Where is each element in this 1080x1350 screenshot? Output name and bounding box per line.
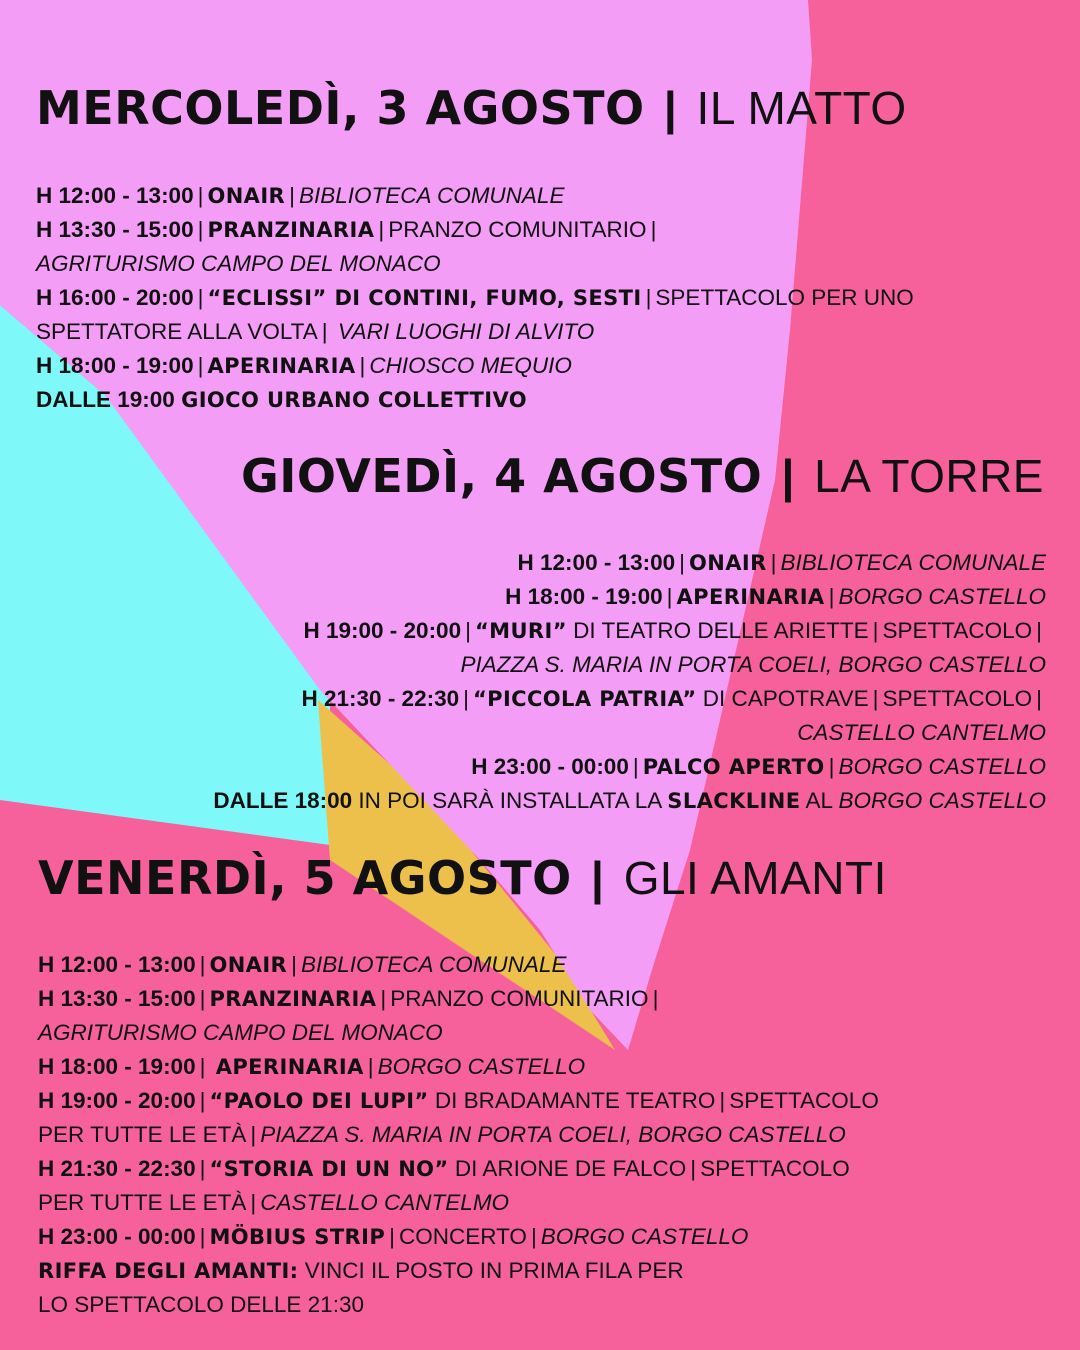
event-line — [38, 1254, 879, 1288]
event-line: H 23:00 - 00:00 | MÖBIUS STRIP | CONCERTO | BORGO CASTELLO — [38, 1224, 749, 1249]
event-line: PER TUTTE LE ETÀ | PIAZZA S. MARIA IN PORTA COELI, BORGO CASTELLO — [38, 1122, 846, 1147]
event-time: H 13:30 - 15:00 — [38, 986, 196, 1011]
day-header-friday — [38, 850, 887, 906]
event-line: H 19:00 - 20:00 | “MURI” DI TEATRO DELLE ARIETTE | SPETTACOLO | — [303, 618, 1042, 643]
event-description: PER TUTTE LE ETÀ — [38, 1190, 247, 1215]
event-line — [213, 784, 1046, 818]
event-text: LO SPETTACOLO DELLE 21:30 — [38, 1292, 364, 1317]
day-date: VENERDÌ, 5 AGOSTO — [38, 851, 572, 905]
event-name: APERINARIA — [676, 585, 825, 609]
event-place: BIBLIOTECA COMUNALE — [300, 952, 567, 977]
event-text: VINCI IL POSTO IN PRIMA FILA PER — [304, 1258, 684, 1283]
day-separator: | — [663, 82, 678, 134]
event-time: DALLE 18:00 — [213, 788, 353, 813]
event-author: DI TEATRO DELLE ARIETTE — [573, 618, 869, 643]
event-line: H 19:00 - 20:00 | “PAOLO DEI LUPI” DI BRADAMANTE TEATRO | SPETTACOLO — [38, 1088, 879, 1113]
event-time: DALLE 19:00 — [36, 387, 175, 412]
event-place: PIAZZA S. MARIA IN PORTA COELI, BORGO CASTELLO — [460, 652, 1046, 677]
event-author: DI CAPOTRAVE — [702, 686, 869, 711]
day-theme: IL MATTO — [696, 82, 907, 134]
event-description: CONCERTO — [399, 1224, 527, 1249]
day-separator: | — [591, 852, 605, 904]
event-line: H 21:30 - 22:30 | “STORIA DI UN NO” DI ARIONE DE FALCO | SPETTACOLO — [38, 1156, 850, 1181]
event-line: SPETTATORE ALLA VOLTA | VARI LUOGHI DI ALVITO — [36, 319, 595, 344]
event-time: H 18:00 - 19:00 — [36, 353, 194, 378]
event-text: IN POI SARÀ INSTALLATA LA — [358, 788, 662, 813]
event-line: H 13:30 - 15:00 | PRANZINARIA | PRANZO COMUNITARIO | — [38, 986, 659, 1011]
event-name: APERINARIA — [215, 1055, 364, 1079]
event-description: SPETTACOLO PER UNO — [655, 285, 914, 310]
event-description: PRANZO COMUNITARIO — [388, 217, 647, 242]
event-description: SPETTACOLO — [729, 1088, 879, 1113]
day-header-thursday — [241, 448, 1044, 504]
event-description: SPETTATORE ALLA VOLTA — [36, 319, 318, 344]
event-line: H 18:00 - 19:00 | APERINARIA | CHIOSCO MEQUIO — [36, 353, 572, 378]
event-description: SPETTACOLO — [882, 618, 1033, 643]
event-list-friday — [38, 948, 879, 1322]
event-place: CASTELLO CANTELMO — [797, 720, 1046, 745]
event-name: ONAIR — [688, 551, 767, 575]
event-name: RIFFA DEGLI AMANTI: — [38, 1259, 299, 1283]
event-line: H 12:00 - 13:00 | ONAIR | BIBLIOTECA COMUNALE — [36, 183, 565, 208]
day-theme: GLI AMANTI — [623, 852, 887, 904]
event-name: “PICCOLA PATRIA” — [472, 687, 697, 711]
event-author: DI ARIONE DE FALCO — [454, 1156, 687, 1181]
day-header-wednesday — [36, 80, 907, 136]
event-time: H 12:00 - 13:00 — [517, 550, 676, 575]
event-time: H 21:30 - 22:30 — [301, 686, 460, 711]
event-time: H 23:00 - 00:00 — [471, 754, 629, 779]
event-description: SPETTACOLO — [700, 1156, 850, 1181]
event-name: APERINARIA — [207, 354, 356, 378]
day-date: GIOVEDÌ, 4 AGOSTO — [241, 449, 763, 503]
event-place: CASTELLO CANTELMO — [260, 1190, 510, 1215]
event-name: ONAIR — [207, 184, 286, 208]
event-name: “PAOLO DEI LUPI” — [209, 1089, 429, 1113]
event-time: H 19:00 - 20:00 — [303, 618, 462, 643]
event-line: H 12:00 - 13:00 | ONAIR | BIBLIOTECA COMUNALE — [517, 550, 1046, 575]
event-place: BORGO CASTELLO — [838, 584, 1046, 609]
event-time: H 21:30 - 22:30 — [38, 1156, 196, 1181]
event-line — [38, 1288, 879, 1322]
event-name: PRANZINARIA — [207, 218, 375, 242]
event-description: PER TUTTE LE ETÀ — [38, 1122, 247, 1147]
event-place: AGRITURISMO CAMPO DEL MONACO — [38, 1020, 443, 1045]
event-name: PRANZINARIA — [209, 987, 377, 1011]
event-place: BIBLIOTECA COMUNALE — [298, 183, 565, 208]
event-line — [36, 383, 914, 417]
event-time: H 12:00 - 13:00 — [38, 952, 196, 977]
event-name: GIOCO URBANO COLLETTIVO — [181, 388, 528, 412]
event-name: “ECLISSI” DI CONTINI, FUMO, SESTI — [207, 286, 642, 310]
event-time: H 19:00 - 20:00 — [38, 1088, 196, 1113]
event-time: H 23:00 - 00:00 — [38, 1224, 196, 1249]
day-theme: LA TORRE — [814, 450, 1044, 502]
event-name: MÖBIUS STRIP — [209, 1225, 386, 1249]
event-time: H 16:00 - 20:00 — [36, 285, 194, 310]
event-description: PRANZO COMUNITARIO — [390, 986, 649, 1011]
event-author: DI BRADAMANTE TEATRO — [434, 1088, 716, 1113]
event-name: SLACKLINE — [667, 789, 801, 813]
event-line — [213, 648, 1046, 682]
event-place: BORGO CASTELLO — [377, 1054, 586, 1079]
event-line: H 18:00 - 19:00 | APERINARIA | BORGO CASTELLO — [505, 584, 1046, 609]
event-time: H 12:00 - 13:00 — [36, 183, 194, 208]
event-time: H 13:30 - 15:00 — [36, 217, 194, 242]
event-description: SPETTACOLO — [882, 686, 1033, 711]
event-place: CHIOSCO MEQUIO — [369, 353, 572, 378]
event-line: H 18:00 - 19:00 | APERINARIA | BORGO CASTELLO — [38, 1054, 586, 1079]
event-place: AGRITURISMO CAMPO DEL MONACO — [36, 251, 441, 276]
event-place: BORGO CASTELLO — [540, 1224, 749, 1249]
event-name: ONAIR — [209, 953, 288, 977]
event-place: BIBLIOTECA COMUNALE — [780, 550, 1046, 575]
event-line: H 16:00 - 20:00 | “ECLISSI” DI CONTINI, FUMO, SESTI | SPETTACOLO PER UNO — [36, 285, 914, 310]
event-place: PIAZZA S. MARIA IN PORTA COELI, BORGO CASTELLO — [260, 1122, 846, 1147]
event-line: PER TUTTE LE ETÀ | CASTELLO CANTELMO — [38, 1190, 510, 1215]
event-name: “MURI” — [474, 619, 567, 643]
event-list-wednesday — [36, 179, 914, 417]
event-line — [36, 247, 914, 281]
event-time: H 18:00 - 19:00 — [38, 1054, 196, 1079]
day-date: MERCOLEDÌ, 3 AGOSTO — [36, 81, 645, 135]
event-line — [213, 716, 1046, 750]
event-line — [38, 1016, 879, 1050]
event-name: PALCO APERTO — [642, 755, 825, 779]
event-name: “STORIA DI UN NO” — [209, 1157, 449, 1181]
event-line: H 13:30 - 15:00 | PRANZINARIA | PRANZO COMUNITARIO | — [36, 217, 657, 242]
event-place: VARI LUOGHI DI ALVITO — [337, 319, 595, 344]
event-time: H 18:00 - 19:00 — [505, 584, 663, 609]
event-list-thursday — [213, 546, 1046, 818]
event-text: AL — [805, 788, 833, 813]
event-line: H 23:00 - 00:00 | PALCO APERTO | BORGO CASTELLO — [471, 754, 1046, 779]
day-separator: | — [781, 450, 795, 502]
event-place: BORGO CASTELLO — [838, 754, 1046, 779]
event-place: BORGO CASTELLO — [838, 788, 1046, 813]
event-line: H 21:30 - 22:30 | “PICCOLA PATRIA” DI CAPOTRAVE | SPETTACOLO | — [301, 686, 1042, 711]
event-line: H 12:00 - 13:00 | ONAIR | BIBLIOTECA COMUNALE — [38, 952, 567, 977]
